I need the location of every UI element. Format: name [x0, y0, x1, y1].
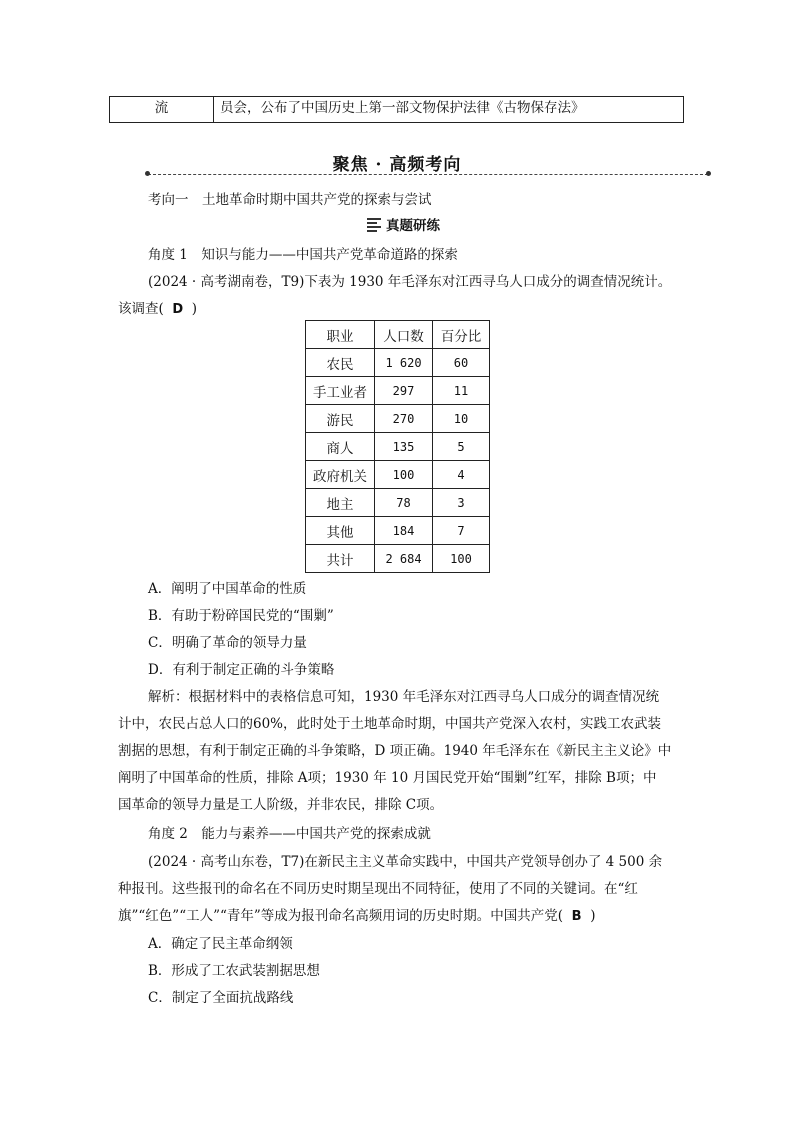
badge [367, 214, 440, 234]
option-a: A．阐明了中国革命的性质 [148, 581, 307, 597]
cell: 135 [375, 433, 433, 461]
angle1-heading: 角度 1 知识与能力——中国共产党革命道路的探索 [148, 247, 458, 263]
angle2-heading: 角度 2 能力与素养——中国共产党的探索成就 [148, 826, 431, 842]
table-cell-label: 流 [110, 97, 214, 122]
cell: 2 684 [375, 545, 433, 573]
cell: 78 [375, 489, 433, 517]
badge-label: 真题研练 [386, 218, 440, 234]
stem-text: ) [191, 301, 198, 317]
table-row [306, 517, 490, 545]
table-row [306, 545, 490, 573]
cell: 手工业者 [306, 377, 375, 405]
cell: 4 [433, 461, 490, 489]
table-cell-text: 员会，公布了中国历史上第一部文物保护法律《古物保存法》 [220, 100, 585, 116]
section-divider [148, 174, 708, 175]
column-header: 人口数 [375, 321, 433, 349]
section-title: 聚焦 · 高频考向 [332, 155, 462, 175]
option-b: B．有助于粉碎国民党的“围剿” [148, 608, 334, 624]
analysis-line: 阐明了中国革命的性质，排除 A项；1930 年 10 月国民党开始“围剿”红军，排除 B项；中 [118, 770, 657, 786]
angle1-stem-line1: (2024 · 高考湖南卷，T9)下表为 1930 年毛泽东对江西寻乌人口成分的调查情况统计。 [148, 274, 672, 290]
analysis-line: 计中，农民占总人口的60%，此时处于土地革命时期，中国共产党深入农村，实践工农武装 [118, 716, 662, 732]
table-row [306, 349, 490, 377]
table-row [306, 433, 490, 461]
table-row [306, 405, 490, 433]
cell: 农民 [306, 349, 375, 377]
population-table [305, 320, 490, 573]
cell: 其他 [306, 517, 375, 545]
option-c: C．制定了全面抗战路线 [148, 990, 294, 1006]
column-header: 百分比 [433, 321, 490, 349]
analysis-line: 割据的思想，有利于制定正确的斗争策略，D 项正确。1940 年毛泽东在《新民主主义论》中 [118, 743, 672, 759]
stem-text: 该调查( [118, 301, 164, 317]
cell: 7 [433, 517, 490, 545]
table-row [306, 461, 490, 489]
cell: 政府机关 [306, 461, 375, 489]
cell: 60 [433, 349, 490, 377]
answer-letter: B [571, 909, 582, 924]
cell: 5 [433, 433, 490, 461]
divider-dot-left [145, 171, 150, 176]
direction-heading: 考向一 土地革命时期中国共产党的探索与尝试 [148, 192, 432, 208]
cell: 11 [433, 377, 490, 405]
table-header-row [306, 321, 490, 349]
cell: 100 [375, 461, 433, 489]
stem-text: ) [590, 908, 596, 924]
cell: 297 [375, 377, 433, 405]
table-row [306, 377, 490, 405]
angle2-stem-line1: (2024 · 高考山东卷，T7)在新民主主义革命实践中，中国共产党领导创办了 4 500 余 [148, 854, 663, 870]
cell: 商人 [306, 433, 375, 461]
option-d: D．有利于制定正确的斗争策略 [148, 662, 335, 678]
column-header: 职业 [306, 321, 375, 349]
answer-letter: D [172, 302, 184, 317]
option-c: C．明确了革命的领导力量 [148, 635, 307, 651]
continued-table-row [109, 96, 684, 123]
cell: 共计 [306, 545, 375, 573]
cell: 地主 [306, 489, 375, 517]
analysis-line: 解析：根据材料中的表格信息可知，1930 年毛泽东对江西寻乌人口成分的调查情况统 [148, 689, 660, 705]
angle2-stem-line2: 种报刊。这些报刊的命名在不同历史时期呈现出不同特征，使用了不同的关键词。在“红 [118, 881, 638, 897]
list-icon [367, 218, 381, 231]
option-b: B．形成了工农武装割据思想 [148, 963, 320, 979]
cell: 3 [433, 489, 490, 517]
cell: 184 [375, 517, 433, 545]
option-a: A．确定了民主革命纲领 [148, 936, 293, 952]
table-row [306, 489, 490, 517]
analysis-line: 国革命的领导力量是工人阶级，并非农民，排除 C项。 [118, 797, 444, 813]
cell: 1 620 [375, 349, 433, 377]
angle2-stem-line3 [118, 904, 595, 924]
divider-dot-right [706, 171, 711, 176]
angle1-stem-line2 [118, 297, 197, 317]
cell: 100 [433, 545, 490, 573]
cell: 10 [433, 405, 490, 433]
cell: 270 [375, 405, 433, 433]
stem-text: 旗”“红色”“工人”“青年”等成为报刊命名高频用词的历史时期。中国共产党( [118, 908, 564, 924]
cell: 游民 [306, 405, 375, 433]
